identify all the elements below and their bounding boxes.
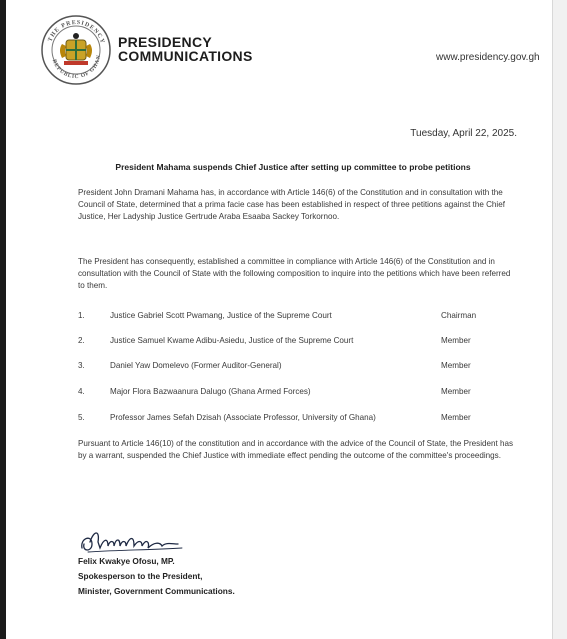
member-role: Member [441, 387, 471, 396]
member-number: 1. [78, 311, 85, 320]
member-number: 3. [78, 361, 85, 370]
svg-text:THE PRESIDENCY: THE PRESIDENCY [47, 19, 106, 45]
paragraph-suspension: Pursuant to Article 146(10) of the constitution and in accordance with the advice of the Council of State, the President has by a warrant, suspended the Chief Justice with immediate effect pending the outcome of the committee's proceedings. [78, 439, 514, 460]
member-row [78, 311, 518, 323]
member-name: Major Flora Bazwaanura Dalugo (Ghana Armed Forces) [110, 387, 311, 396]
coat-of-arms-seal-icon [40, 14, 112, 86]
svg-text:REPUBLIC OF GHANA: REPUBLIC OF GHAN [50, 54, 103, 81]
release-date: Tuesday, April 22, 2025. [410, 128, 517, 139]
press-release-document [6, 0, 552, 639]
member-name: Professor James Sefah Dzisah (Associate Professor, University of Ghana) [110, 413, 376, 422]
member-name: Daniel Yaw Domelevo (Former Auditor-General) [110, 361, 282, 370]
signatory-title: Minister, Government Communications. [78, 586, 235, 596]
brand-wordmark [118, 35, 253, 63]
brand-line-communications: COMMUNICATIONS [118, 48, 253, 64]
headline: President Mahama suspends Chief Justice after setting up committee to probe petitions [115, 162, 471, 172]
member-row [78, 336, 518, 348]
member-number: 4. [78, 387, 85, 396]
signatory-block [78, 554, 235, 599]
member-number: 2. [78, 336, 85, 345]
member-row [78, 413, 518, 425]
member-role: Member [441, 361, 471, 370]
signatory-title: Spokesperson to the President, [78, 571, 203, 581]
member-row [78, 387, 518, 399]
member-row [78, 361, 518, 373]
signatory-name: Felix Kwakye Ofosu, MP. [78, 556, 175, 566]
paragraph-committee: The President has consequently, established a committee in compliance with Article 146(6) of the Constitution and in consultation with the Council of State with the following composition to inquire into the petitions which have been referred to them. [78, 257, 511, 290]
member-role: Chairman [441, 311, 477, 320]
member-name: Justice Samuel Kwame Adibu-Asiedu, Justice of the Supreme Court [110, 336, 354, 345]
paragraph-intro: President John Dramani Mahama has, in accordance with Article 146(6) of the Constitution and in consultation with the Council of State, determined that a prima facie case has been established in respect of three petitions against the Chief Justice, Her Ladyship Justice Gertrude Araba Esaaba Sackey Torkornoo. [78, 188, 505, 221]
member-number: 5. [78, 413, 85, 422]
member-name: Justice Gabriel Scott Pwamang, Justice of the Supreme Court [110, 311, 332, 320]
member-role: Member [441, 336, 471, 345]
brand-line-presidency: PRESIDENCY [118, 34, 213, 50]
right-scrollbar-track[interactable] [552, 0, 567, 639]
website-url: www.presidency.gov.gh [436, 52, 540, 63]
member-role: Member [441, 413, 471, 422]
